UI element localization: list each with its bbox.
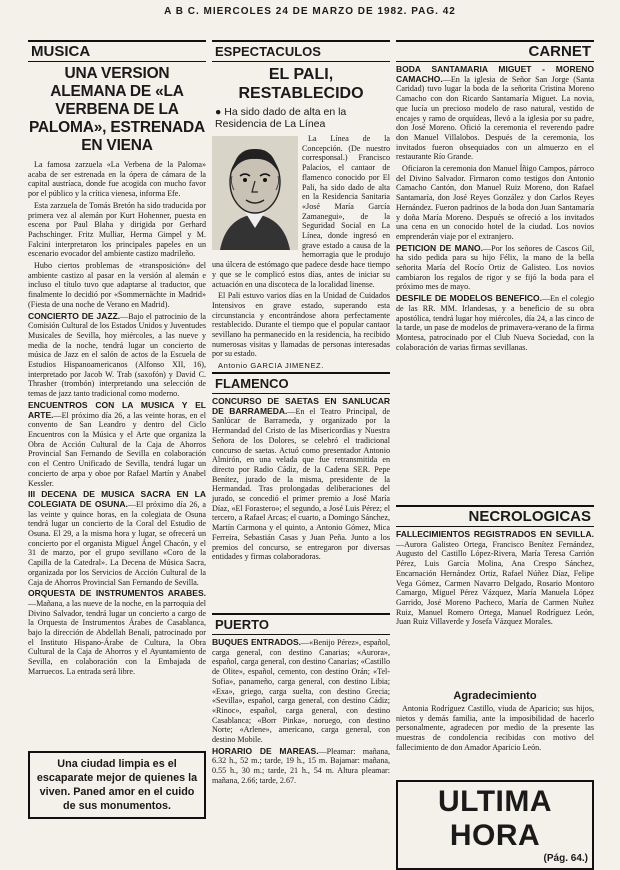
column-musica: [28, 40, 206, 679]
buques-item: [212, 638, 390, 745]
flamenco-article: [212, 397, 390, 607]
column-carnet: [396, 40, 594, 864]
mareas-body: —Pleamar: mañana, 6.32 h., 52 m.; tarde, 19 h., 15 m. Bajamar: mañana, 0.55 h., 30 m.; tarde, 21 h., 54 m. Altura pleamar: mañana, 2.66; tarde, 2.67.: [212, 746, 391, 785]
peticion-item: [396, 244, 594, 293]
section-necrologicas-header: NECROLOGICAS: [396, 505, 594, 527]
pali-author-name: Antonio GARCIA JIMENEZ.: [218, 361, 324, 371]
osuna-body: —El próximo día 26, a las veinte y quince horas, en la colegiata de Osuna tendrá lugar un concierto de la Coral del Estudio de Osuna. El 29, a la misma hora y lugar, se ofrecerá un concierto por el organista Miguel Ángel Chacón, y el 31 de marzo, por el grupo sevillano «Coro de la Capilla de la Catedral». La Decena de Música Sacra, organizada por los Servicios de Acción Cultural de la Caja de Ahorros Provincial San Fernando de Sevilla.: [28, 499, 206, 587]
agradecimiento-title: Agradecimiento: [453, 690, 537, 702]
musica-headline: UNA VERSION ALEMANA DE «LA VERBENA DE LA PALOMA», ESTRENADA EN VIENA: [28, 65, 206, 154]
boda-body: —En la iglesia de Señor San Jorge (Santa Caridad) tuvo lugar la boda de la señorita Cristina Moreno Camacho con don Ricardo Santamaría Miguet. La novia, que lucía un precioso modelo de raso natural, vestido de encajes y ramo de orquídeas, llevó a la iglesia por su padre, don José Moreno. Ofició la ceremonia el reverendo padre don Manuel Villalobos. Después de la ceremonia, los invitados fueron obsequiados con un almuerzo en el restaurante Río Grande.: [396, 74, 594, 162]
column-espectaculos: [212, 40, 390, 788]
jazz-title: CONCIERTO DE JAZZ.: [28, 310, 121, 321]
section-carnet-header: CARNET: [396, 40, 594, 62]
section-flamenco-header: FLAMENCO: [212, 372, 390, 394]
pali-author: [212, 361, 390, 371]
fallecimientos-title: FALLECIMIENTOS REGISTRADOS EN SEVILLA.: [396, 529, 594, 539]
buques-body: —«Benijo Pérez», español, carga general, con destino Canarias; «Aurora», español, carga general, con destino Canarias; «Castillo de Olite», español, cemento, con destino Orán; «Tel-Sofia», panameño, carga general, con destino Libia; «Exa», griego, carga suelta, con destino Grecia; «Sevilla», español, carga general, con destino Cádiz; «Rinoc», español, carga general, con destino Casablanca; «Borr Pinka», noruego, con destino Norte; «Arlene», americano, carga general, con destino Mobile.: [212, 638, 390, 745]
ultima-hora-page-ref: (Pág. 64.): [543, 853, 588, 864]
necrologicas-block: [396, 530, 594, 686]
saetas-item: [212, 397, 390, 562]
page-header: A B C. MIERCOLES 24 DE MARZO DE 1982. PAG. 42: [164, 6, 456, 17]
section-puerto-header: PUERTO: [212, 613, 390, 635]
pali-paragraph-2: El Pali estuvo varios días en la Unidad de Cuidados Intensivos en grave estado, superando esta circunstancia y encontrándose ahora perfectamente restablecido. Durante el tiempo que el popular cantaor sevillano ha permanecido en la residencia, ha recibido numerosas visitas y llamadas de personas interesadas por su estado.: [212, 291, 390, 359]
pali-headline: EL PALI, RESTABLECIDO: [238, 66, 364, 102]
fallecimientos-item: [396, 530, 594, 627]
jazz-item: [28, 312, 206, 399]
desfile-title: DESFILE DE MODELOS BENEFICO.: [396, 293, 542, 304]
pali-subheadline-text: Ha sido dado de alta en la Residencia de La Línea: [215, 106, 347, 130]
orquesta-item: [28, 589, 206, 676]
agradecimiento-body: Antonia Rodríguez Castillo, viuda de Aparicio; sus hijos, nietos y demás familia, ante la imposibilidad de hacerlo personalmente, agradecen por medio de la presente las muestras de condolencia recibidas con motivo del fallecimiento de don Amador Aparicio León.: [396, 704, 594, 752]
section-espectaculos-header: ESPECTACULOS: [212, 40, 390, 62]
osuna-item: [28, 490, 206, 587]
civic-message-line-2: viven. Paned amor en el cuido de sus monumentos.: [39, 786, 195, 812]
pali-paragraph-1: La Línea de la Concepción. (De nuestro corresponsal.) Francisco Palacios, el cantaor de flamenco conocido por El Pali, ha sido dado de alta en la Residencia Sanitaria «José María García Zamanegui», de la Seguridad Social en La Línea, donde ingresó en grave estado a causa de la hemorragia que le produjo una úlcera de estómago que padece desde hace tiempo y que se le complicó estos días, antes de iniciar su actuación en una discoteca de la localidad linense.: [212, 134, 390, 289]
boda-title: BODA SANTAMARIA MIGUET - MORENO CAMACHO.: [396, 64, 594, 84]
pali-subheadline: ● Ha sido dado de alta en la Residencia de La Línea: [215, 106, 347, 130]
ultima-hora-box: [396, 780, 594, 870]
encuentros-body: —El próximo día 26, a las veinte horas, en el convento de San Leandro y dentro del Ciclo Encuentros con la Música y el Arte que organiza la Obra de Acción Cultural de la Caja de Ahorros Provincial San Fernando de Sevilla en colaboración con el Centro Unificado de Sevilla, tendrá lugar un concierto de arpa y oboe por Rafael Martín y Anabel Kessler.: [28, 410, 206, 488]
musica-paragraph-3: Hubo ciertos problemas de «transposición» del ambiente castizo al pasar en la versión al alemán e incluso el título tuvo que adaptarse al traductor, que finalmente lo decidió por «Sommernächte in Madrid» (Fiesta de una noche de Verano en Madrid).: [28, 261, 206, 309]
civic-message-line-1: Una ciudad limpia es el escaparate mejor de quienes la: [36, 758, 198, 784]
jazz-body: —Bajo el patrocinio de la Comisión Cultural de los Estados Unidos y Juventudes Musicales de Sevilla, hoy miércoles, a las nueve y media de la noche, tendrá lugar un concierto de música de Jazz en el salón de actos de la Escuela de Estudios Hispanoamericanos (Alfonso XII, 16), interpretado por Jacob W. Trab (saxofón) y David C. Thrasher (trombón) interpretando una selección de temas de jazz tanto tradicional como moderno.: [28, 311, 206, 399]
orquesta-body: —Mañana, a las nueve de la noche, en la parroquia del Divino Salvador, tendrá lugar un concierto a cargo de la Orquesta de Instrumentos Árabes de Casablanca, bajo la dirección de Abdellah Benali, patrocinado por el Instituto Hispano-Árabe de Cultura, la Obra Cultural de la Caja de Ahorros y el Ayuntamiento de Sevilla, en colaboración con la Embajada de Marruecos. La entrada será libre.: [28, 598, 206, 676]
musica-paragraph-1: La famosa zarzuela «La Verbena de la Paloma» acaba de ser estrenada en la ópera de cámara de la capital austríaca, donde fue acogida con mucho favor por el público y la crítica vienesa, informa Efe.: [28, 160, 206, 199]
musica-paragraph-2: Esta zarzuela de Tomás Bretón ha sido traducida por primera vez al alemán por Kurt Hohenner, puesta en escena por Paul Blaha y dirigida por Gerhard Pachschinger. Fritz Mulliar, Herma Gimpel y M. Falcini interpretaron los principales papeles en un escenario evocador del ambiente castizo madrileño.: [28, 200, 206, 259]
peticion-title: PETICION DE MANO.: [396, 242, 483, 253]
desfile-body: —En el colegio de las RR. MM. Irlandesas, y a beneficio de su obra apostólica, tendrá lugar hoy miércoles, día 24, a las cinco de la tarde, un pase de modelos de primavera-verano de la firma Montesa, patrocinado por el Club Nueva Sociedad, con la colaboración de varias firmas sevillanas.: [396, 294, 594, 352]
mareas-title: HORARIO DE MAREAS.: [212, 745, 319, 756]
carnet-block: [396, 65, 594, 501]
peticion-body: —Por los señores de Cascos Gil, ha sido pedida para su hijo Félix, la mano de la bella señorita María del Rocío Ortiz de Galisteo. Los novios cambiaron los regalos de rigor y se fijó la boda para el próximo mes de mayo.: [396, 243, 594, 292]
el-pali-portrait-icon: [212, 136, 298, 250]
mareas-item: [212, 747, 390, 786]
fallecimientos-body: —Aurora Galisteo Ortega, Francisco Benítez Fernández, Augusto del Castillo López-Rivera, María Teresa Carrión Pérez, Luis García Molina, Ana Crespo Sánchez, Encarnación Hernández Ortiz, Rafael Núñez Díaz, Felipe Vega Gómez, Carmen Navarro Delgado, Rosario Montoro Camargo, Miguel Pérez Vázquez, María Manuela López Garrido, José Moreno Pacheco, María de Carmen Nuñez Ruiz, Manuel Romero Ortega, Manuel Rodríguez León, Juan Ruiz Villaverde y Josefa Vázquez Morales.: [396, 539, 594, 627]
encuentros-item: [28, 401, 206, 488]
civic-message-box: [28, 751, 206, 819]
orquesta-title: ORQUESTA DE INSTRUMENTOS ARABES.: [28, 588, 206, 599]
desfile-item: [396, 294, 594, 352]
section-musica-header: MUSICA: [28, 40, 206, 62]
ultima-hora-title: ULTIMA HORA: [437, 785, 553, 852]
osuna-title: III DECENA DE MUSICA SACRA EN LA COLEGIATA DE OSUNA.: [28, 489, 206, 509]
agradecimiento-block: [396, 704, 594, 774]
boda-item-2: Oficiaron la ceremonia don Manuel Íñigo Campos, párroco del Divino Salvador. Firmaron como testigos don Antonio Camacho Cantón, don Manuel Ruiz Moreno, don Rafael Santamaría, don José Reyes González y don Carlos Reyes Hernández. Fueron padrinos de la boda don Juan Santamaría y doña María Moreno. Después se ofreció a los invitados una cena en un conocido hotel de la ciudad. Los novios emprenderán viaje por el extranjero.: [396, 164, 594, 241]
saetas-title: CONCURSO DE SAETAS EN SANLUCAR DE BARRAMEDA.: [212, 396, 390, 416]
pali-article: [212, 134, 390, 371]
saetas-body: —En el Teatro Principal, de Sanlúcar de Barrameda, y organizado por la Hermandad del Cristo de las Misericordias y Nuestra Señora de los Dolores, se celebró el tradicional concurso de saetas. Actuó como presentador Antonio Almirón, en una velada que fue retransmitida en directo por Radio Cádiz, de la Cadena SER. Pepe Benítez, jurado de la misma, presidente de la Hermandad. Tras prolongadas deliberaciones del jurado, se concedió el primer premio a José María Díaz, «El Forastero»; el segundo, a José Luis Pérez; el tercero, a Rafael Arcas; el cuarto, a Domingo Sánchez, Martín Carmona y el quinto, a Antonio Gómez, Mica Ferreira, Sebastián Casas y Juan Peña. Junto a los premios del concurso, se entregaron por diversas entidades y firmas colaboradoras.: [212, 406, 391, 562]
encuentros-title: ENCUENTROS CON LA MUSICA Y EL ARTE.: [28, 399, 206, 420]
boda-item: [396, 65, 594, 162]
buques-title: BUQUES ENTRADOS.: [212, 637, 301, 647]
